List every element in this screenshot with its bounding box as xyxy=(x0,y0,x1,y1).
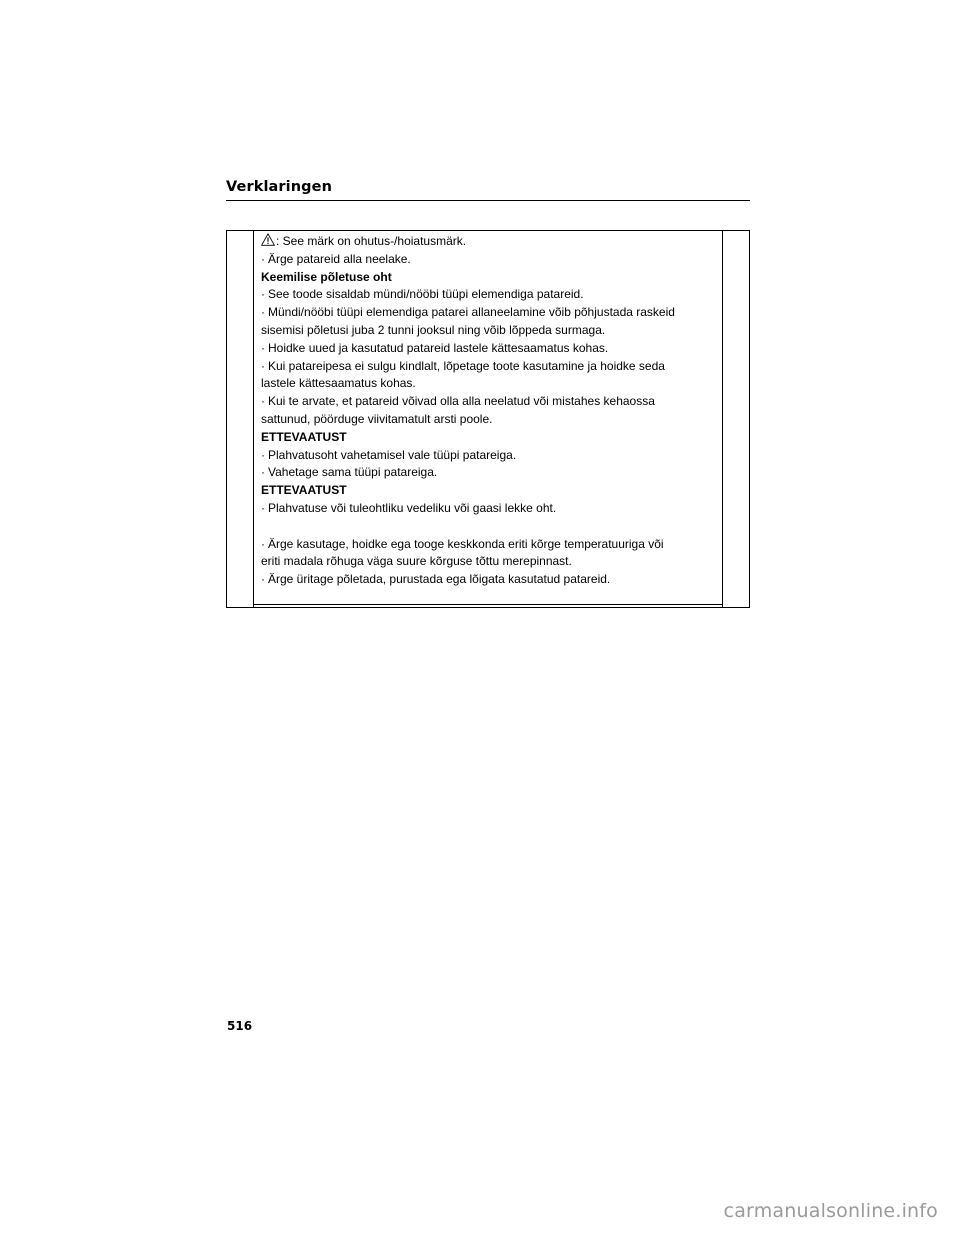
bullet-icon: · xyxy=(261,500,265,515)
section-header xyxy=(226,178,750,201)
battery-warning-table xyxy=(226,230,750,608)
notice-line xyxy=(261,304,716,322)
notice-line xyxy=(261,393,716,411)
notice-heading xyxy=(261,482,716,500)
warning-triangle-icon xyxy=(261,233,275,246)
notice-line xyxy=(261,358,716,376)
notice-line-text: eriti madala rõhuga väga suure kõrguse tõttu merepinnast. xyxy=(261,554,572,569)
notice-line-text: Keemilise põletuse oht xyxy=(261,269,392,284)
notice-line-text: lastele kättesaamatus kohas. xyxy=(261,376,416,391)
bullet-icon: · xyxy=(261,394,265,409)
notice-heading xyxy=(261,269,716,287)
notice-line-text: Plahvatuse või tuleohtliku vedeliku või gaasi lekke oht. xyxy=(268,500,557,515)
notice-line xyxy=(261,464,716,482)
notice-line xyxy=(261,411,716,429)
notice-line-text: Vahetage sama tüüpi patareiga. xyxy=(268,465,438,480)
notice-line-text: sisemisi põletusi juba 2 tunni jooksul ning võib lõppeda surmaga. xyxy=(261,322,606,337)
bullet-icon: · xyxy=(261,465,265,480)
warning-symbol-line xyxy=(261,233,716,251)
spacer-line xyxy=(261,518,716,536)
bullet-icon: · xyxy=(261,572,265,587)
notice-line-text: sattunud, pöörduge viivitamatult arsti poole. xyxy=(261,411,493,426)
table-bottom-rule xyxy=(254,604,722,605)
notice-line-text: Plahvatusoht vahetamisel vale tüüpi patareiga. xyxy=(268,447,517,462)
notice-line-text: Kui patareipesa ei sulgu kindlalt, lõpetage toote kasutamine ja hoidke seda xyxy=(268,358,665,373)
site-watermark: carmanualsonline.info xyxy=(723,1200,938,1222)
table-right-column xyxy=(722,231,749,607)
notice-line xyxy=(261,286,716,304)
notice-line-text: Ärge patareid alla neelake. xyxy=(268,251,411,266)
bullet-icon: · xyxy=(261,305,265,320)
bullet-icon: · xyxy=(261,340,265,355)
notice-lines xyxy=(261,251,716,589)
page-number: 516 xyxy=(227,1019,253,1033)
notice-line-text: See toode sisaldab mündi/nööbi tüüpi elemendiga patareid. xyxy=(268,287,584,302)
notice-line-text: ETTEVAATUST xyxy=(261,483,347,498)
bullet-icon: · xyxy=(261,251,265,266)
notice-heading xyxy=(261,429,716,447)
notice-line xyxy=(261,553,716,571)
notice-line xyxy=(261,251,716,269)
warning-symbol-text: : See märk on ohutus-/hoiatusmärk. xyxy=(276,234,467,248)
bullet-icon: · xyxy=(261,447,265,462)
notice-line-text: Ärge kasutage, hoidke ega tooge keskkonda eriti kõrge temperatuuriga või xyxy=(268,536,664,551)
notice-line-text: ETTEVAATUST xyxy=(261,429,347,444)
notice-line xyxy=(261,322,716,340)
bullet-icon: · xyxy=(261,358,265,373)
bullet-icon: · xyxy=(261,287,265,302)
notice-line xyxy=(261,340,716,358)
notice-line xyxy=(261,375,716,393)
table-content-column xyxy=(254,231,722,607)
notice-line-text: Kui te arvate, et patareid võivad olla alla neelatud või mistahes kehaossa xyxy=(268,394,655,409)
bullet-icon: · xyxy=(261,536,265,551)
notice-line-text: Hoidke uued ja kasutatud patareid lastele kättesaamatus kohas. xyxy=(268,340,609,355)
section-title: Verklaringen xyxy=(226,179,332,195)
notice-line-text: Mündi/nööbi tüüpi elemendiga patarei allaneelamine võib põhjustada raskeid xyxy=(268,305,675,320)
table-left-column xyxy=(227,231,254,607)
notice-line-text: Ärge üritage põletada, purustada ega lõigata kasutatud patareid. xyxy=(268,572,611,587)
notice-line xyxy=(261,536,716,554)
notice-line xyxy=(261,571,716,589)
notice-line xyxy=(261,500,716,518)
notice-line xyxy=(261,447,716,465)
